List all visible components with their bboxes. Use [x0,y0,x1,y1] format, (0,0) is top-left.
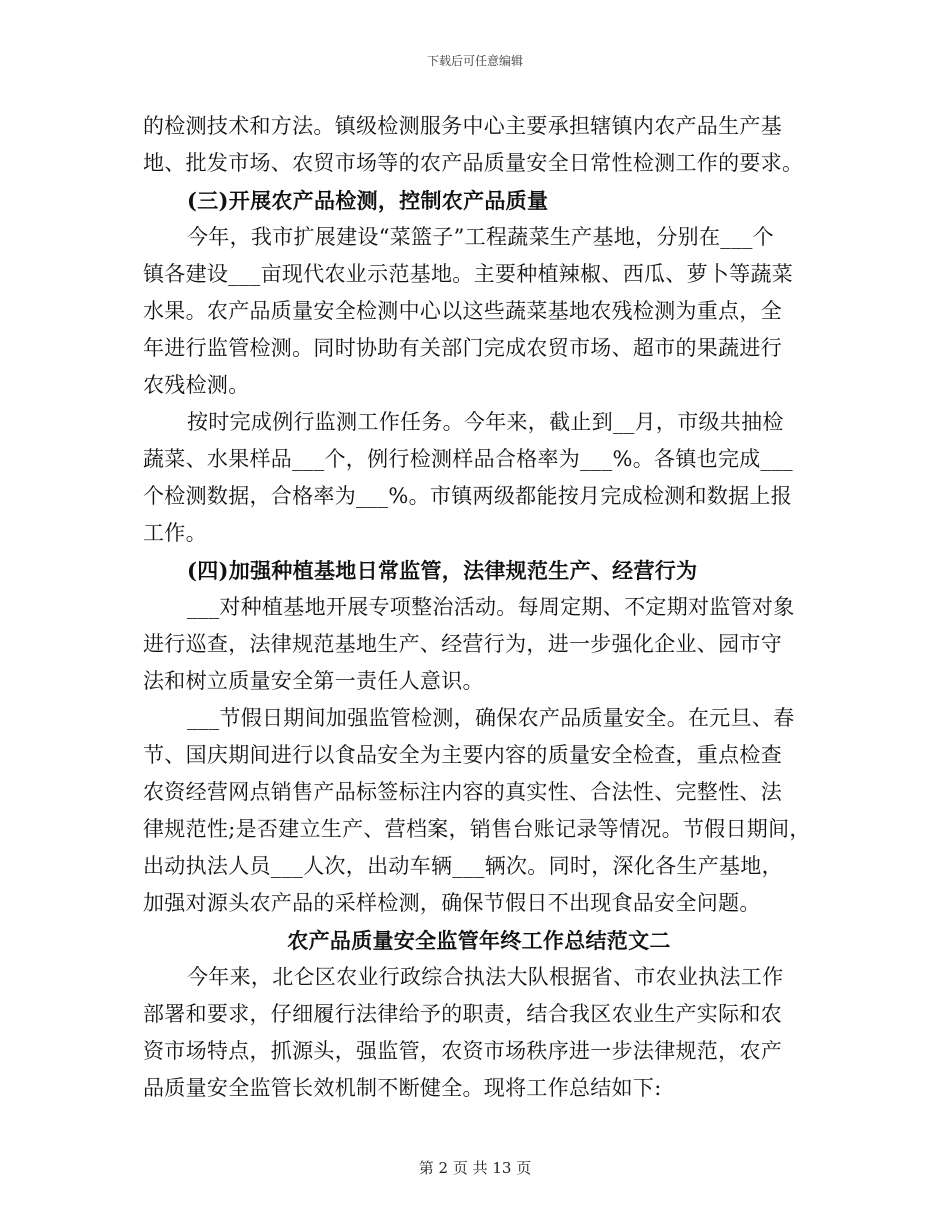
body-line: 进行巡查，法律规范基地生产、经营行为，进一步强化企业、园市守 [143,632,782,656]
document-body [143,108,815,1107]
body-line: 品质量安全监管长效机制不断健全。现将工作总结如下: [143,1076,662,1100]
section-heading: (三)开展农产品检测，控制农产品质量 [187,188,549,213]
body-line: 加强对源头农产品的采样检测，确保节假日不出现食品安全问题。 [143,891,761,915]
body-line: 地、批发市场、农贸市场等的农产品质量安全日常性检测工作的要求。 [143,151,804,175]
body-line: 工作。 [143,521,207,545]
body-line: 年进行监管检测。同时协助有关部门完成农贸市场、超市的果蔬进行 [143,336,782,360]
body-line: 的检测技术和方法。镇级检测服务中心主要承担辖镇内农产品生产基 [143,114,782,138]
body-line: 按时完成例行监测工作任务。今年来，截止到__月，市级共抽检 [187,410,784,434]
body-line: 今年来，北仑区农业行政综合执法大队根据省、市农业执法工作 [187,965,784,989]
body-line: 今年，我市扩展建设“菜篮子”工程蔬菜生产基地，分别在___个 [187,225,774,249]
body-line: 出动执法人员___人次，出动车辆___辆次。同时，深化各生产基地， [143,854,783,878]
body-line: 节、国庆期间进行以食品安全为主要内容的质量安全检查，重点检查 [143,743,782,767]
body-line: 法和树立质量安全第一责任人意识。 [143,669,484,693]
body-line: 资市场特点，抓源头，强监管，农资市场秩序进一步法律规范，农产 [143,1039,782,1063]
body-line: 镇各建设___亩现代农业示范基地。主要种植辣椒、西瓜、萝卜等蔬菜 [143,262,794,286]
body-line: 水果。农产品质量安全检测中心以这些蔬菜基地农残检测为重点，全 [143,299,782,323]
body-line: 蔬菜、水果样品___个，例行检测样品合格率为___%。各镇也完成___ [143,447,793,471]
body-line: 个检测数据，合格率为___%。市镇两级都能按月完成检测和数据上报 [143,484,793,508]
page-number: 第 2 页 共 13 页 [418,1159,532,1177]
body-line: 部署和要求，仔细履行法律给予的职责，结合我区农业生产实际和农 [143,1002,782,1026]
page-header: 下载后可任意编辑 [426,54,523,68]
body-line: ___节假日期间加强监管检测，确保农产品质量安全。在元旦、春 [187,706,795,730]
section-heading: (四)加强种植基地日常监管，法律规范生产、经营行为 [187,558,698,583]
body-line: 农残检测。 [143,373,250,397]
body-line: 农资经营网点销售产品标签标注内容的真实性、合法性、完整性、法 [143,780,782,804]
body-line: 律规范性;是否建立生产、营档案，销售台账记录等情况。节假日期间， [143,817,811,841]
body-line: ___对种植基地开展专项整治活动。每周定期、不定期对监管对象 [187,595,795,619]
document-title: 农产品质量安全监管年终工作总结范文二 [287,928,671,953]
